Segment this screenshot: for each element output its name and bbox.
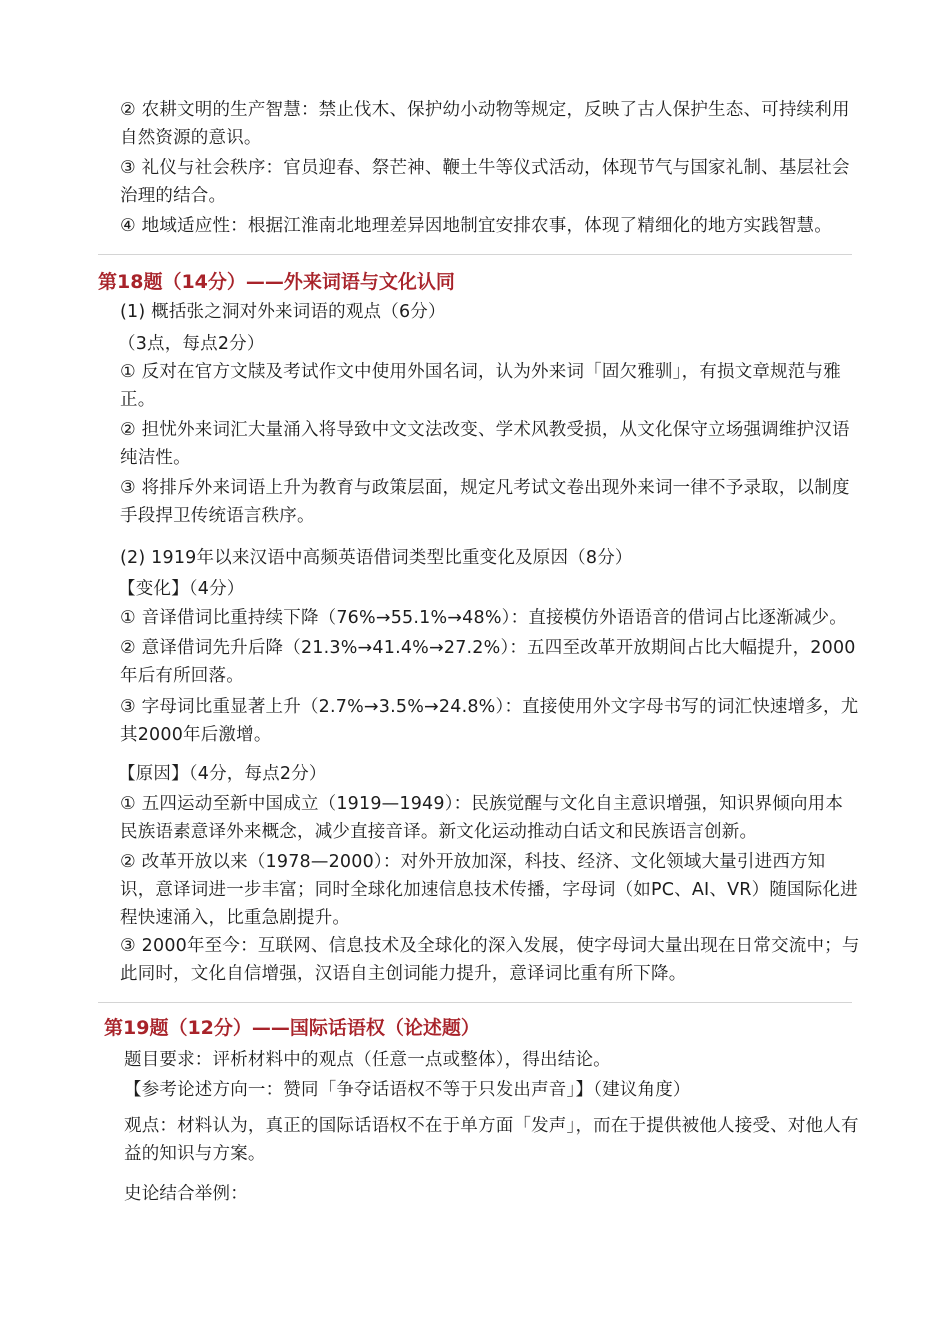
q18-reason-label: 【原因】（4分，每点2分） <box>118 764 327 784</box>
prev-item-2: ② 农耕文明的生产智慧：禁止伐木、保护幼小动物等规定，反映了古人保护生态、可持续利用自然资源的意识。 <box>120 100 850 148</box>
q18-part1-item-1: ① 反对在官方文牍及考试作文中使用外国名词，认为外来词「固欠雅驯」，有损文章规范与雅正。 <box>120 362 841 410</box>
q18-reason-2: ② 改革开放以来（1978—2000）：对外开放加深，科技、经济、文化领域大量引进西方知识，意译词进一步丰富；同时全球化加速信息技术传播，字母词（如PC、AI、VR）随国际化进程快速涌入，比重急剧提升。 <box>120 852 858 928</box>
q19-examples-label: 史论结合举例： <box>124 1184 248 1204</box>
prev-item-3: ③ 礼仪与社会秩序：官员迎春、祭芒神、鞭土牛等仪式活动，体现节气与国家礼制、基层社会治理的结合。 <box>120 158 850 206</box>
q19-viewpoint: 观点：材料认为，真正的国际话语权不在于单方面「发声」，而在于提供被他人接受、对他人有益的知识与方案。 <box>124 1116 859 1164</box>
q18-part2-heading: (2) 1919年以来汉语中高频英语借词类型比重变化及原因（8分） <box>120 548 633 568</box>
q18-reason-3: ③ 2000年至今：互联网、信息技术及全球化的深入发展，使字母词大量出现在日常交流中；与此同时，文化自信增强，汉语自主创词能力提升，意译词比重有所下降。 <box>120 936 860 984</box>
q18-part1-heading: (1) 概括张之洞对外来词语的观点（6分） <box>120 302 446 322</box>
q18-part1-item-2: ② 担忧外来词汇大量涌入将导致中文文法改变、学术风教受损，从文化保守立场强调维护汉语纯洁性。 <box>120 420 850 468</box>
section-divider <box>98 254 852 255</box>
q18-change-2: ② 意译借词先升后降（21.3%→41.4%→27.2%）：五四至改革开放期间占比大幅提升，2000年后有所回落。 <box>120 638 856 686</box>
section-divider <box>98 1002 852 1003</box>
q19-title: 第19题（12分）——国际话语权（论述题） <box>104 1017 480 1039</box>
prev-item-4: ④ 地域适应性：根据江淮南北地理差异因地制宜安排农事，体现了精细化的地方实践智慧。 <box>120 216 832 236</box>
q18-change-3: ③ 字母词比重显著上升（2.7%→3.5%→24.8%）：直接使用外文字母书写的词汇快速增多，尤其2000年后激增。 <box>120 697 859 745</box>
q19-requirement: 题目要求：评析材料中的观点（任意一点或整体），得出结论。 <box>124 1050 611 1070</box>
q18-part1-note: （3点，每点2分） <box>118 334 265 354</box>
q18-reason-1: ① 五四运动至新中国成立（1919—1949）：民族觉醒与文化自主意识增强，知识界倾向用本民族语素意译外来概念，减少直接音译。新文化运动推动白话文和民族语言创新。 <box>120 794 844 842</box>
q19-direction: 【参考论述方向一：赞同「争夺话语权不等于只发出声音」】（建议角度） <box>124 1080 691 1100</box>
q18-change-1: ① 音译借词比重持续下降（76%→55.1%→48%）：直接模仿外语语音的借词占比逐渐减少。 <box>120 608 847 628</box>
q18-part1-item-3: ③ 将排斥外来词语上升为教育与政策层面，规定凡考试文卷出现外来词一律不予录取，以制度手段捍卫传统语言秩序。 <box>120 478 850 526</box>
q18-change-label: 【变化】（4分） <box>118 579 245 599</box>
q18-title: 第18题（14分）——外来词语与文化认同 <box>98 271 455 293</box>
